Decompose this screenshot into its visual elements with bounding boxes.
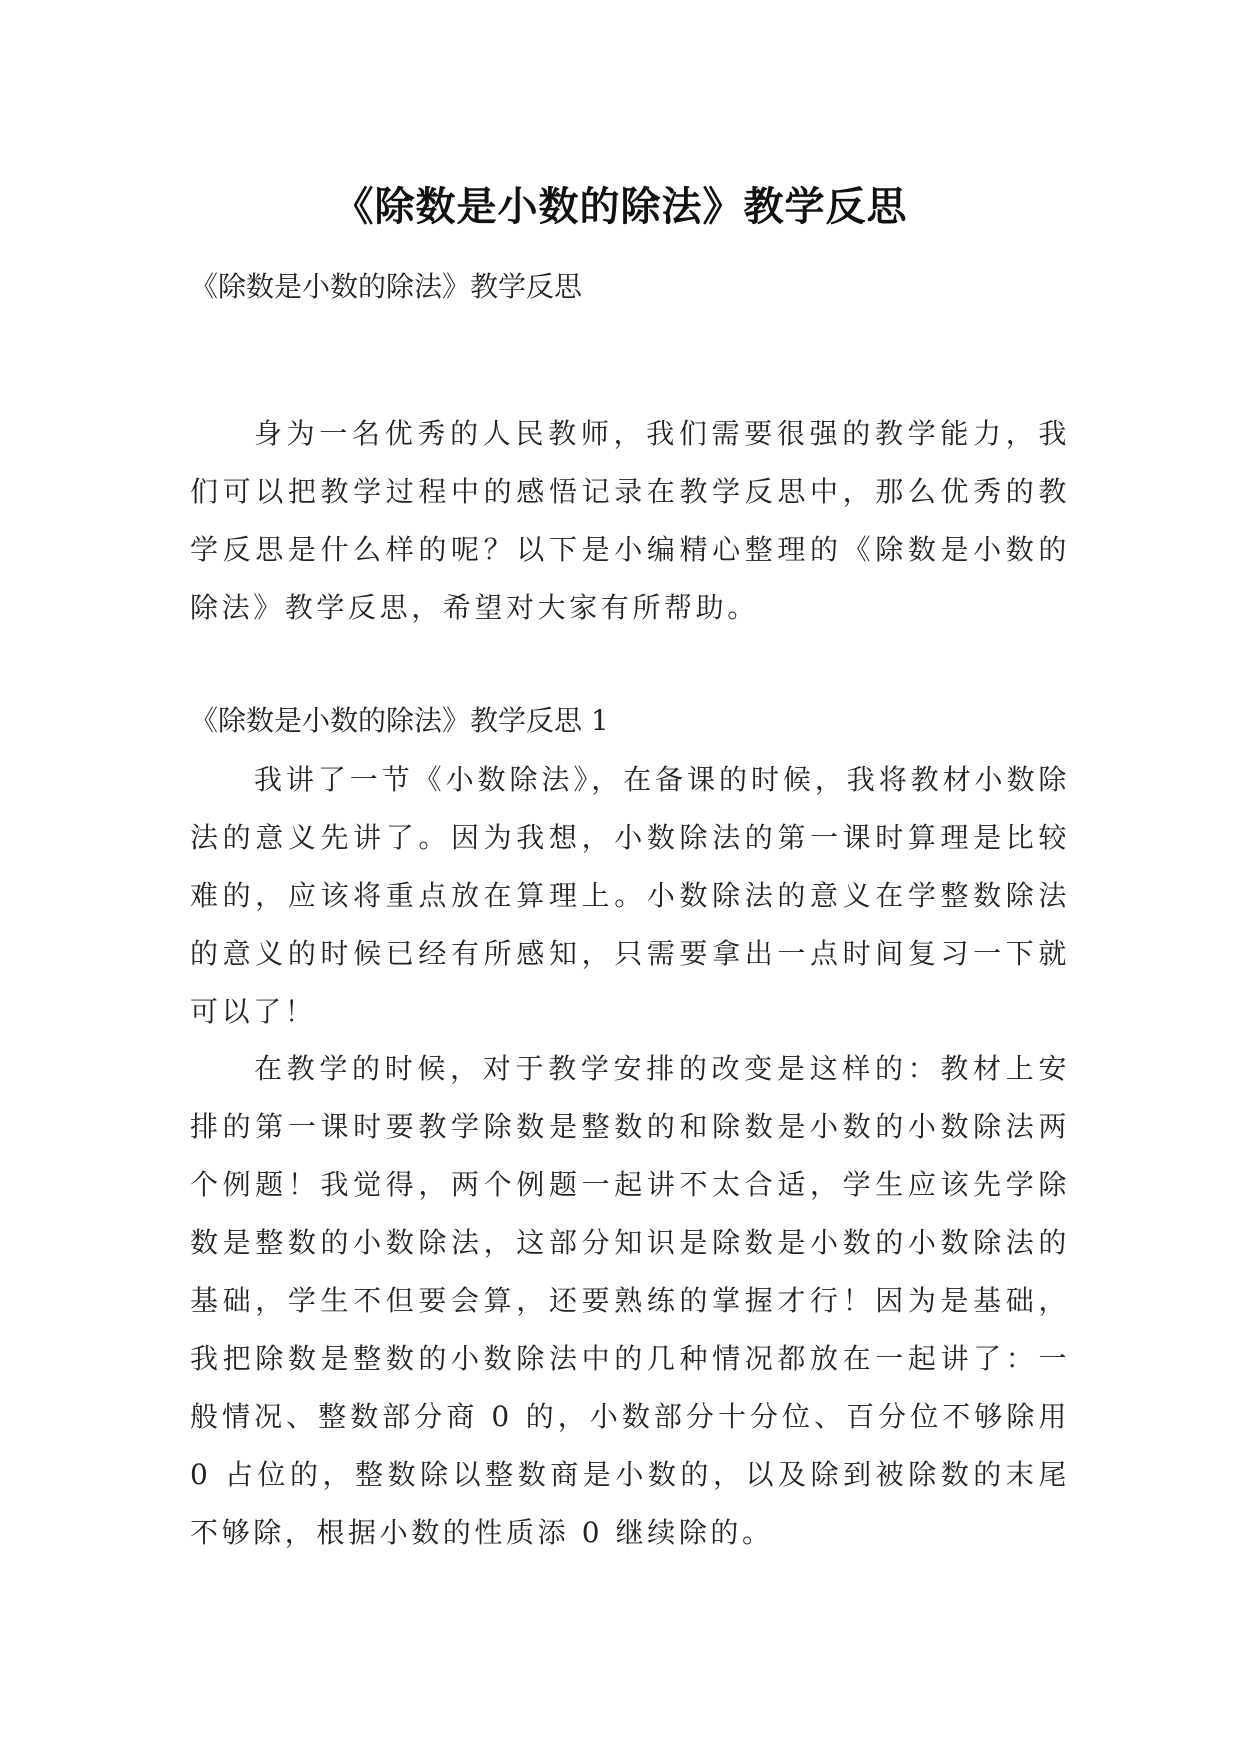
section-paragraph: 在教学的时候，对于教学安排的改变是这样的：教材上安排的第一课时要教学除数是整数的和除数是小数的小数除法两个例题！我觉得，两个例题一起讲不太合适，学生应该先学除数是整数的小数除法，这部分知识是除数是小数的小数除法的基础，学生不但要会算，还要熟练的掌握才行！因为是基础，我把除数是整数的小数除法中的几种情况都放在一起讲了：一般情况、整数部分商 0 的，小数部分十分位、百分位不够除用 0 占位的，整数除以整数商是小数的，以及除到被除数的末尾不够除，根据小数的性质添 0 继续除的。 bbox=[190, 1052, 1070, 1549]
document-subtitle: 《除数是小数的除法》教学反思 bbox=[190, 270, 583, 303]
section-heading: 《除数是小数的除法》教学反思 1 bbox=[190, 704, 609, 737]
intro-paragraph: 身为一名优秀的人民教师，我们需要很强的教学能力，我们可以把教学过程中的感悟记录在教学反思中，那么优秀的教学反思是什么样的呢？以下是小编精心整理的《除数是小数的除法》教学反思，希望对大家有所帮助。 bbox=[190, 417, 1070, 624]
document-title: 《除数是小数的除法》教学反思 bbox=[333, 182, 908, 230]
section-paragraph: 我讲了一节《小数除法》，在备课的时候，我将教材小数除法的意义先讲了。因为我想，小数除法的第一课时算理是比较难的，应该将重点放在算理上。小数除法的意义在学整数除法的意义的时候已经有所感知，只需要拿出一点时间复习一下就可以了！ bbox=[190, 763, 1070, 1028]
